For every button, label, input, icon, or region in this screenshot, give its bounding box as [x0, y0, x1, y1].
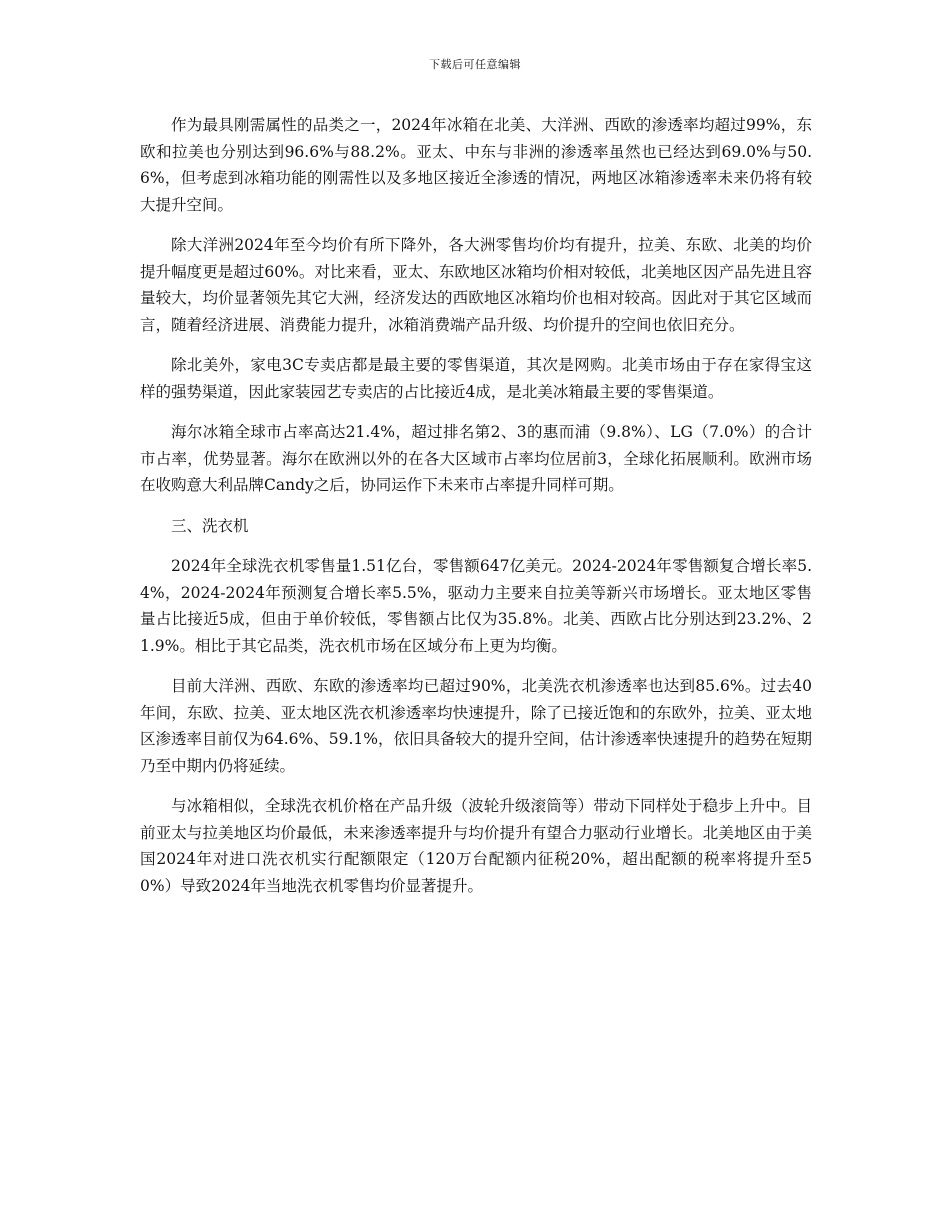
paragraph-fridge-price: 除大洋洲2024年至今均价有所下降外，各大洲零售均价均有提升，拉美、东欧、北美的均价提升幅度更是超过60%。对比来看，亚太、东欧地区冰箱均价相对较低，北美地区因产品先进且容量较大，均价显著领先其它大洲，经济发达的西欧地区冰箱均价也相对较高。因此对于其它区域而言，随着经济进展、消费能力提升，冰箱消费端产品升级、均价提升的空间也依旧充分。: [140, 236, 812, 334]
paragraph-fridge-channels: 除北美外，家电3C专卖店都是最主要的零售渠道，其次是网购。北美市场由于存在家得宝这样的强势渠道，因此家装园艺专卖店的占比接近4成，是北美冰箱最主要的零售渠道。: [140, 356, 812, 401]
paragraph-washer-sales: 2024年全球洗衣机零售量1.51亿台，零售额647亿美元。2024-2024年零售额复合增长率5.4%，2024-2024年预测复合增长率5.5%，驱动力主要来自拉美等新兴市场增长。亚太地区零售量占比接近5成，但由于单价较低，零售额占比仅为35.8%。北美、西欧占比分别达到23.2%、21.9%。相比于其它品类，洗衣机市场在区域分布上更为均衡。: [140, 557, 812, 655]
page-header: 下载后可任意编辑: [429, 58, 521, 71]
document-body: [140, 112, 812, 913]
section-title-washer: 三、洗衣机: [171, 516, 249, 535]
paragraph-haier-share: 海尔冰箱全球市占率高达21.4%，超过排名第2、3的惠而浦（9.8%）、LG（7.0%）的合计市占率，优势显著。海尔在欧洲以外的在各大区域市占率均位居前3，全球化拓展顺利。欧洲市场在收购意大利品牌Candy之后，协同运作下未来市占率提升同样可期。: [140, 423, 812, 494]
paragraph-fridge-penetration: 作为最具刚需属性的品类之一，2024年冰箱在北美、大洋洲、西欧的渗透率均超过99%，东欧和拉美也分别达到96.6%与88.2%。亚太、中东与非洲的渗透率虽然也已经达到69.0%与50.6%，但考虑到冰箱功能的刚需性以及多地区接近全渗透的情况，两地区冰箱渗透率未来仍将有较大提升空间。: [140, 116, 812, 214]
paragraph-washer-price: 与冰箱相似，全球洗衣机价格在产品升级（波轮升级滚筒等）带动下同样处于稳步上升中。目前亚太与拉美地区均价最低，未来渗透率提升与均价提升有望合力驱动行业增长。北美地区由于美国2024年对进口洗衣机实行配额限定（120万台配额内征税20%，超出配额的税率将提升至50%）导致2024年当地洗衣机零售均价显著提升。: [140, 797, 812, 895]
paragraph-washer-penetration: 目前大洋洲、西欧、东欧的渗透率均已超过90%，北美洗衣机渗透率也达到85.6%。过去40年间，东欧、拉美、亚太地区洗衣机渗透率均快速提升，除了已接近饱和的东欧外，拉美、亚太地区渗透率目前仅为64.6%、59.1%，依旧具备较大的提升空间，估计渗透率快速提升的趋势在短期乃至中期内仍将延续。: [140, 677, 812, 775]
